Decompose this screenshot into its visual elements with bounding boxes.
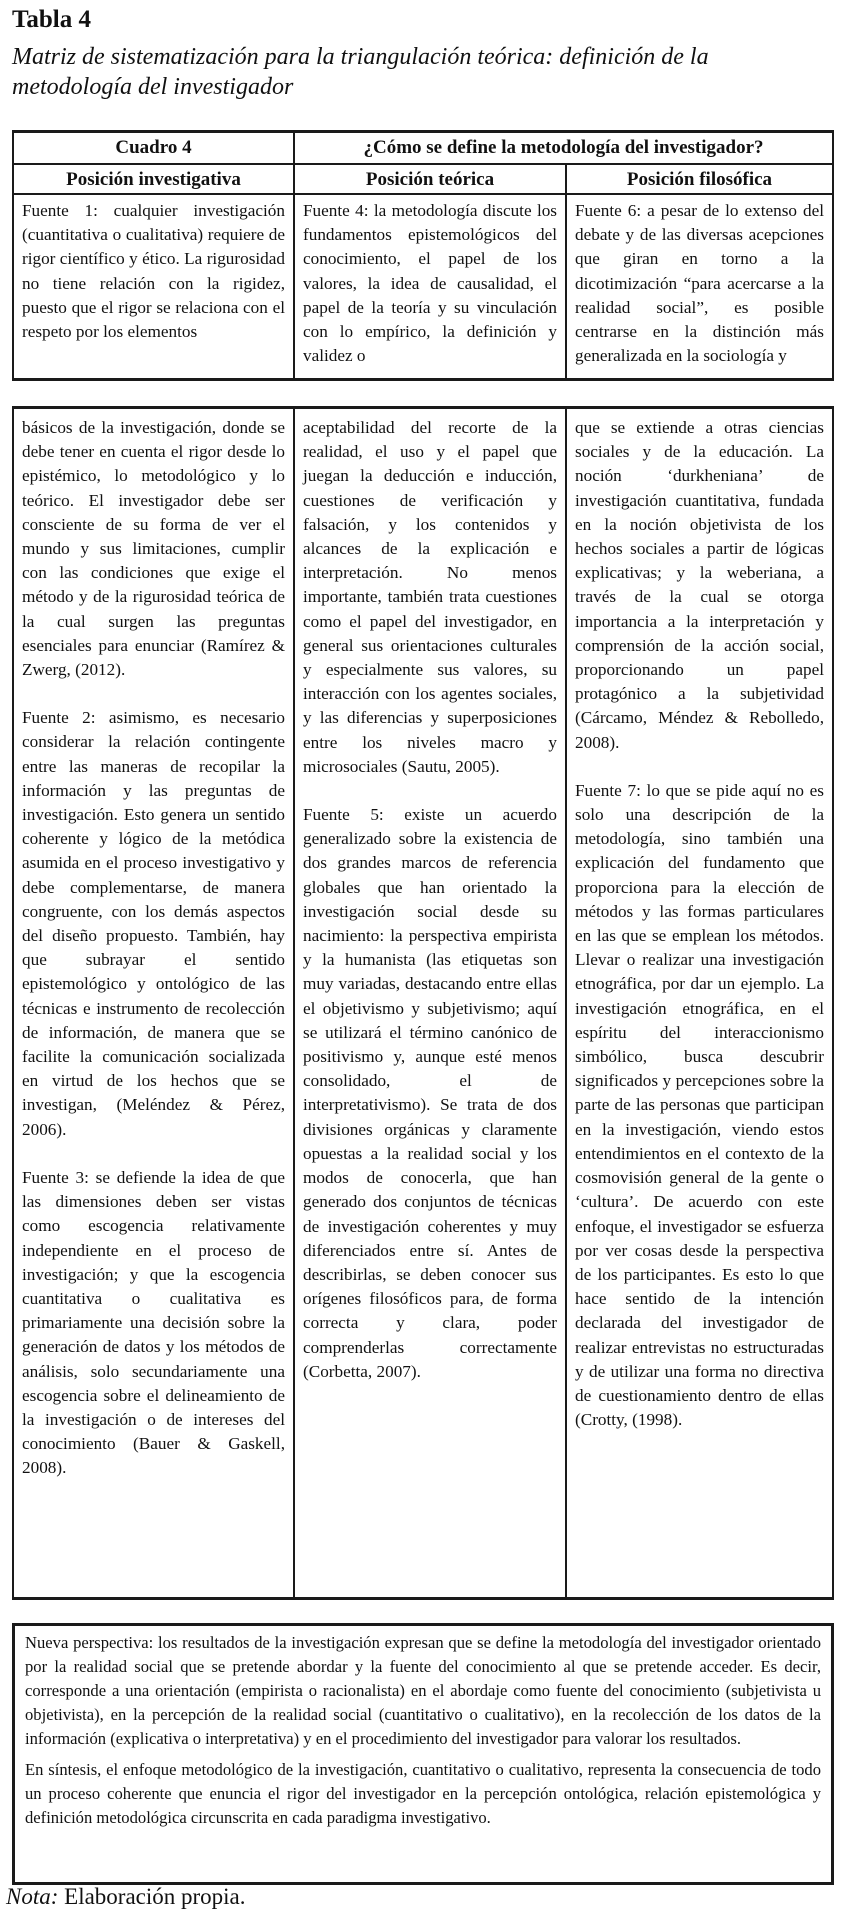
column-header-teorica: Posición teórica — [293, 165, 565, 195]
en-sintesis: En síntesis, el enfoque metodológico de la investigación, cuantitativo o cualitativo, representa la consecuencia de todo un proceso coherente que enuncia el rigor del investigador en la percepción ontológica, relación epistemológica y definición metodológica circunscrita en cada paradigma investigativo. — [25, 1760, 821, 1827]
fuente-6-start: Fuente 6: a pesar de lo extenso del debate y de las diversas acepciones que giran en torno a la dicotimización “para acercarse a la realidad social”, es posible centrarse en la distinción más generalizada en la sociología y — [575, 201, 824, 366]
table-block-2 — [12, 406, 834, 1600]
body-row-1 — [14, 193, 832, 378]
cell-investigativa-1 — [14, 195, 293, 378]
cell-investigativa-2 — [14, 409, 293, 1597]
table-note — [6, 1883, 246, 1911]
nueva-perspectiva: Nueva perspectiva: los resultados de la investigación expresan que se define la metodología del investigador orientado por la realidad social que se pretende abordar y la fuente del conocimiento al que se pretende acceder. Es decir, corresponde a una orientación (empirista o racionalista) en el abordaje como fuente del conocimiento (subjetivista u objetivista), en la percepción de la realidad social (cuantitativo o cualitativo), en la recolección de los datos de la información (explicativa o interpretativa) y en el procedimiento del investigador para valorar los resultados. — [25, 1633, 821, 1748]
table-caption: Matriz de sistematización para la triangulación teórica: definición de la metodología del investigador — [12, 44, 709, 100]
fuente-3: Fuente 3: se defiende la idea de que las dimensiones deben ser vistas como escogencia relativamente independiente en el proceso de investigación; y que la escogencia cuantitativa o cualitativa es primariamente una decisión sobre la generación de datos y los métodos de análisis, solo secundariamente una escogencia sobre el delineamiento de la investigación o de intereses del conocimiento (Bauer & Gaskell, 2008). — [22, 1167, 285, 1478]
cell-filosofica-2 — [565, 409, 832, 1597]
fuente-6-continued: que se extiende a otras ciencias sociales y de la educación. La noción ‘durkheniana’ de investigación cuantitativa, fundada en la noción objetivista de los hechos sociales a partir de lógicas explicativas; y la weberiana, a través de la cual se otorga importancia a la interpretación y comprensión de la acción social, proporcionando un papel protagónico a la subjetividad (Cárcamo, Méndez & Rebolledo, 2008). — [575, 418, 824, 752]
note-label: Nota: — [6, 1884, 59, 1909]
fuente-7: Fuente 7: lo que se pide aquí no es solo una descripción de la metodología, sino también una explicación del fundamento que proporciona para la elección de métodos y las formas particulares en las que se emplean los métodos. Llevar o realizar una investigación etnográfica, por dar un ejemplo. La investigación etnográfica, en el espíritu del interaccionismo simbólico, busca descubrir significados y percepciones sobre la parte de las personas que participan en la investigación, viendo estos entendimientos en el contexto de la cosmovisión general de la gente o ‘cultura’. De acuerdo con este enfoque, el investigador se esfuerza por ver cosas desde la perspectiva de los participantes. Es esto lo que hace sentido de la intención declarada del investigador de realizar entrevistas no estructuradas y de utilizar una forma no directiva de cuestionamiento dentro de ellas (Crotty, (1998). — [575, 780, 824, 1430]
header-row-2 — [14, 163, 832, 195]
column-header-filosofica: Posición filosófica — [565, 165, 832, 195]
cell-teorica-1 — [293, 195, 565, 378]
fuente-4-start: Fuente 4: la metodología discute los fundamentos epistemológicos del conocimiento, el papel de los valores, la idea de causalidad, el papel de la teoría y su vinculación con lo empírico, la definición y validez o — [303, 201, 557, 366]
fuente-5: Fuente 5: existe un acuerdo generalizado sobre la existencia de dos grandes marcos de referencia globales que han orientado la investigación social desde su nacimiento: la perspectiva empirista y la humanista (las etiquetas son muy variadas, destacando entre ellas el objetivismo y subjetivismo; aquí se utilizará el término canónico de positivismo y, aunque esté menos consolidado, el de interpretativismo). Se trata de dos divisiones orgánicas y claramente opuestas a la realidad social y los modos de conocerla, que han generado dos conjuntos de técnicas de investigación coherentes y muy diferenciados entre sí. Antes de describirlas, se deben conocer sus orígenes filosóficos para, de forma correcta y clara, poder comprenderlas correctamente (Corbetta, 2007). — [303, 805, 557, 1381]
fuente-1-continued: básicos de la investigación, donde se debe tener en cuenta el rigor desde lo epistémico, lo metodológico y lo teórico. El investigador debe ser consciente de su forma de ver el mundo y sus limitaciones, cumplir con las condiciones que exige el método y de la rigurosidad teórica de la cual surgen las preguntas esenciales para enunciar (Ramírez & Zwerg, (2012). — [22, 418, 285, 680]
table-block-1 — [12, 130, 834, 381]
cell-filosofica-1 — [565, 195, 832, 378]
column-header-investigativa: Posición investigativa — [66, 169, 241, 190]
note-text: Elaboración propia. — [58, 1884, 246, 1909]
cell-teorica-2 — [293, 409, 565, 1597]
fuente-1-start: Fuente 1: cualquier investigación (cuantitativa o cualitativa) requiere de rigor científico y ético. La rigurosidad no tiene relación con la rigidez, puesto que el rigor se relaciona con el respeto por los elementos — [22, 201, 285, 342]
header-row-1 — [14, 133, 832, 163]
header-cuadro: Cuadro 4 — [115, 137, 192, 158]
synthesis-box — [12, 1623, 834, 1885]
fuente-4-continued: aceptabilidad del recorte de la realidad, el uso y el papel que juegan la deducción e inducción, cuestiones de verificación y falsación, y los contenidos y alcances de la explicación e interpretación. No menos importante, también trata cuestiones como el papel del investigador, en general sus orientaciones culturales y especialmente sus valores, su interacción con los agentes sociales, y las diferencias y superposiciones entre los niveles macro y microsociales (Sautu, 2005). — [303, 418, 557, 776]
fuente-2: Fuente 2: asimismo, es necesario considerar la relación contingente entre las maneras de recopilar la información y las preguntas de investigación. Esto genera un sentido coherente y lógico de la metódica asumida en el proceso investigativo y debe complementarse, de manera congruente, con los demás aspectos del diseño propuesto. También, hay que subrayar el sentido epistemológico y ontológico de las técnicas e instrumento de recolección de información, de manera que se facilite la comunicación socializada en virtud de los hechos que se investigan, (Meléndez & Pérez, 2006). — [22, 708, 285, 1139]
header-question: ¿Cómo se define la metodología del investigador? — [293, 133, 832, 163]
table-label: Tabla 4 — [12, 6, 91, 33]
